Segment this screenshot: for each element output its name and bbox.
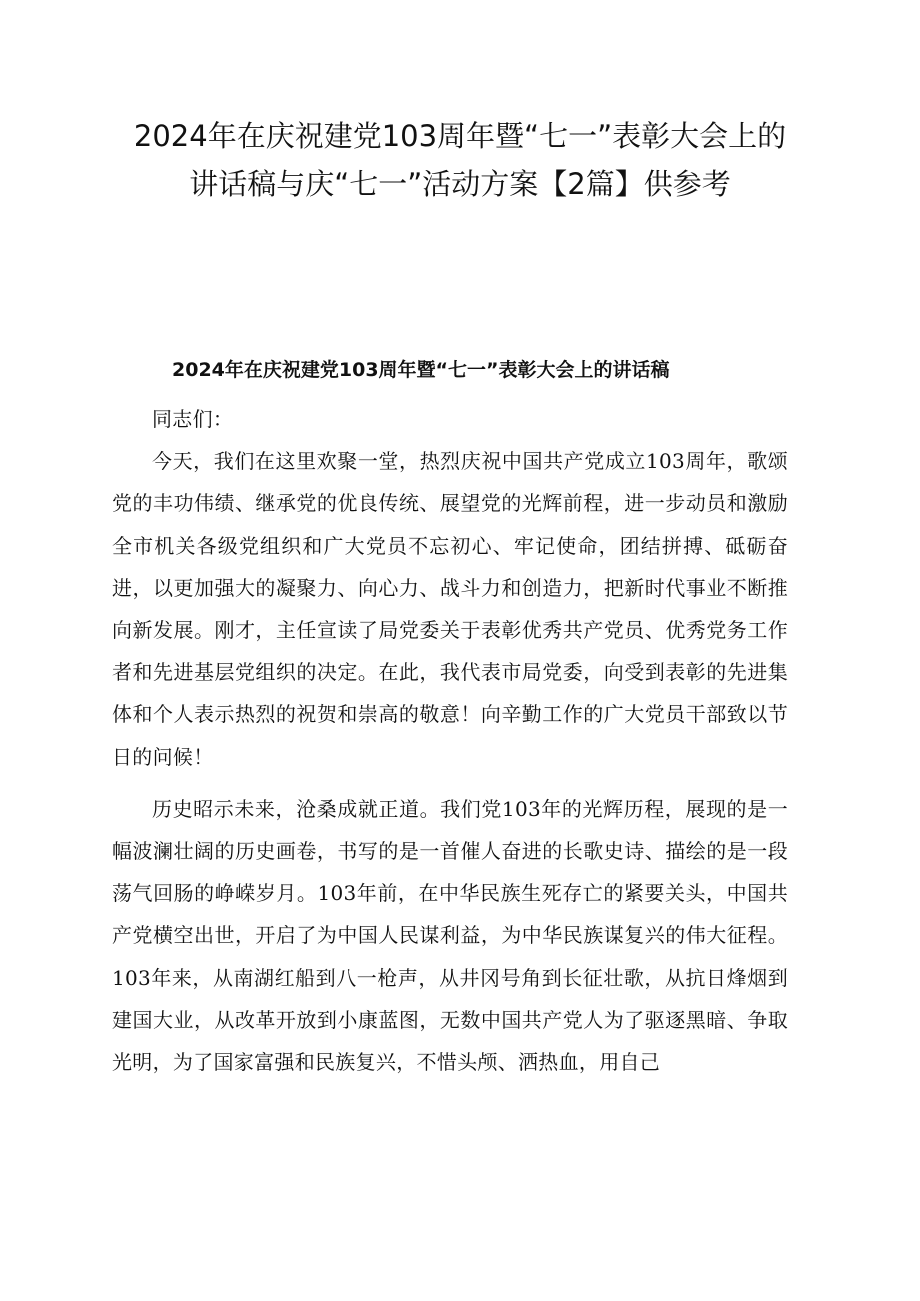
paragraph-1: 今天，我们在这里欢聚一堂，热烈庆祝中国共产党成立103周年，歌颂党的丰功伟绩、继承党的优良传统、展望党的光辉前程，进一步动员和激励全市机关各级党组织和广大党员不忘初心、牢记使命，团结拼搏、砥砺奋进，以更加强大的凝聚力、向心力、战斗力和创造力，把新时代事业不断推向新发展。刚才，主任宣读了局党委关于表彰优秀共产党员、优秀党务工作者和先进基层党组织的决定。在此，我代表市局党委，向受到表彰的先进集体和个人表示热烈的祝贺和崇高的敬意！向辛勤工作的广大党员干部致以节日的问候！: [112, 449, 788, 769]
document-title-line-1: 2024年在庆祝建党103周年暨“七一”表彰大会上的: [133, 119, 787, 153]
document-title-line-2: 讲话稿与庆“七一”活动方案【2篇】供参考: [189, 167, 731, 201]
document-body: [112, 398, 788, 1083]
section-heading: 2024年在庆祝建党103周年暨“七一”表彰大会上的讲话稿: [172, 359, 670, 381]
salutation: 同志们：: [152, 407, 234, 431]
paragraph-2: 历史昭示未来，沧桑成就正道。我们党103年的光辉历程，展现的是一幅波澜壮阔的历史画卷，书写的是一首催人奋进的长歌史诗、描绘的是一段荡气回肠的峥嵘岁月。103年前，在中华民族生死存亡的紧要关头，中国共产党横空出世，开启了为中国人民谋利益，为中华民族谋复兴的伟大征程。103年来，从南湖红船到八一枪声，从井冈号角到长征壮歌，从抗日烽烟到建国大业，从改革开放到小康蓝图，无数中国共产党人为了驱逐黑暗、争取光明，为了国家富强和民族复兴，不惜头颅、洒热血，用自己: [112, 796, 788, 1075]
document-title: [100, 112, 820, 208]
